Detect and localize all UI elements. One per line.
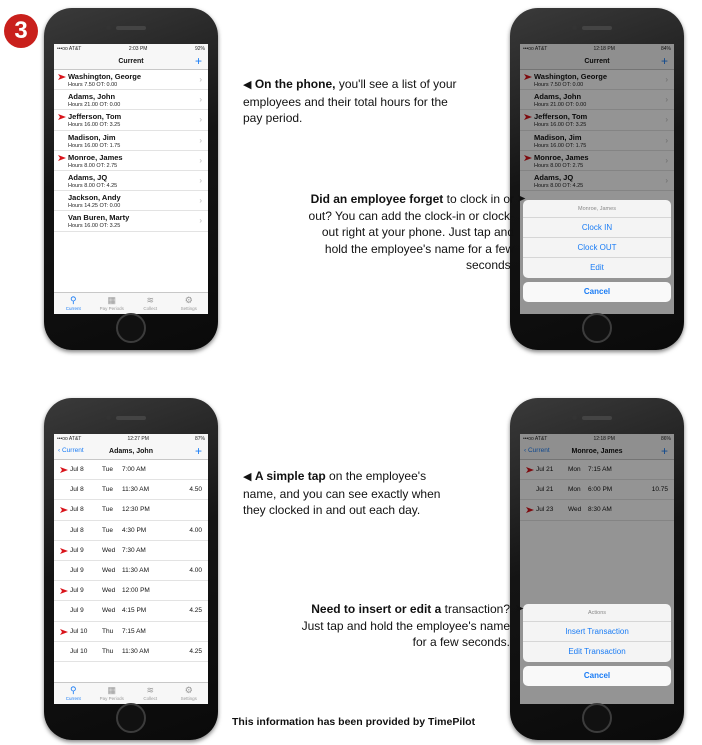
employee-name: Adams, JQ [534,172,574,182]
home-button[interactable] [116,703,146,733]
employee-hours: Hours 8.00 OT: 4.25 [68,182,118,189]
transaction-time: 11:30 AM [122,486,149,494]
transaction-time: 12:00 PM [122,587,150,595]
person-clock-icon: ⚲ [69,295,77,305]
employee-name: Washington, George [534,72,608,81]
flag-arrow-icon [60,467,68,473]
employee-name: Jefferson, Tom [68,112,122,122]
transaction-row[interactable] [54,601,208,621]
transaction-time: 4:30 PM [122,526,147,534]
transaction-time: 12:30 PM [122,506,150,514]
transaction-time: 11:30 AM [122,647,149,655]
phone-camera [572,25,577,30]
phone-transactions [44,398,218,740]
employee-row[interactable] [54,70,208,90]
caption-simple-tap [243,468,458,519]
phone-camera [572,415,577,420]
transaction-weekday: Wed [102,566,116,574]
battery-label: 87% [194,435,205,442]
transaction-weekday: Wed [102,546,116,554]
transaction-date: Jul 8 [70,486,84,494]
status-bar [54,44,208,53]
step-badge: 3 [4,14,38,48]
action-sheet-title: Monroe, James [523,200,671,218]
edit-button[interactable]: Edit [590,263,604,272]
chevron-right-icon: › [665,115,668,125]
clock-out-button[interactable]: Clock OUT [523,238,671,258]
person-clock-icon: ⚲ [69,685,77,695]
chevron-right-icon: › [665,135,668,145]
employee-name: Van Buren, Marty [68,213,130,223]
transaction-row[interactable] [54,521,208,541]
clock-in-button[interactable]: Clock IN [523,218,671,238]
arrow-right-icon: ➤ [516,193,526,205]
tab-settings[interactable] [170,683,209,704]
flag-arrow-icon [58,114,66,120]
status-bar [54,434,208,443]
chevron-right-icon: › [665,95,668,105]
tab-label: Current [65,306,81,311]
transaction-list [54,460,208,662]
transaction-time: 7:15 AM [588,466,612,473]
transaction-date: Jul 9 [70,566,84,574]
arrow-left-icon: ◀ [243,471,252,483]
edit-transaction-button[interactable]: Edit Transaction [568,647,626,656]
battery-label: 86% [660,435,671,442]
transaction-weekday: Tue [102,466,113,473]
chevron-right-icon: › [665,75,668,84]
employee-hours: Hours 21.00 OT: 0.00 [534,102,587,109]
calendar-icon: ▦ [107,685,116,695]
credit-footer: This information has been provided by TimePilot [232,716,476,728]
employee-name: Madison, Jim [68,132,116,142]
phone-screen [520,44,674,314]
nav-title: Adams, John [109,447,153,455]
phone-screen [54,44,208,314]
add-button[interactable]: + [660,54,668,68]
transaction-date: Jul 10 [70,647,88,655]
phone-camera [106,415,111,420]
back-button[interactable]: ‹ Current [524,447,550,454]
transaction-time: 11:30 AM [122,566,149,574]
arrow-left-icon: ◀ [243,79,252,91]
employee-hours: Hours 16.00 OT: 3.25 [68,122,121,129]
employee-name: Jefferson, Tom [534,112,588,122]
employee-row[interactable] [54,211,208,231]
employee-name: Adams, JQ [68,172,108,182]
transaction-weekday: Wed [568,506,582,514]
chevron-right-icon: › [199,75,202,84]
insert-transaction-button[interactable]: Insert Transaction [523,622,671,642]
employee-name: Washington, George [68,72,142,81]
back-label: Current [527,447,550,454]
employee-row[interactable] [54,131,208,151]
caption-text: transaction? Just tap and hold the employee's name for a few seconds. [301,602,510,649]
calendar-icon: ▦ [107,295,116,305]
transaction-row[interactable] [54,460,208,480]
wifi-icon: ≋ [146,685,155,695]
tab-pay-periods[interactable] [93,293,132,314]
employee-hours: Hours 8.00 OT: 2.75 [534,162,584,169]
gear-icon: ⚙ [184,295,193,305]
phone-transaction-actions [510,398,684,740]
transaction-row[interactable] [54,642,208,662]
home-button[interactable] [582,313,612,343]
phone-speaker [582,26,612,30]
tab-label: Pay Periods [99,306,124,311]
clock-label: 12:27 PM [127,435,149,442]
gear-icon: ⚙ [184,685,193,695]
chevron-right-icon: › [199,216,202,226]
employee-name: Jackson, Andy [68,193,121,203]
phone-employee-list [44,8,218,350]
cancel-button[interactable]: Cancel [523,282,671,302]
back-button[interactable]: ‹ Current [58,447,84,454]
chevron-right-icon: › [199,196,202,206]
phone-screen [54,434,208,704]
action-sheet [523,604,671,686]
transaction-time: 7:30 AM [122,546,146,554]
flag-arrow-icon [58,155,66,161]
transaction-weekday: Tue [102,506,113,514]
action-sheet [523,200,671,302]
chevron-right-icon: › [199,95,202,105]
employee-hours: Hours 7.50 OT: 0.00 [68,82,118,88]
wifi-icon: ≋ [146,295,155,305]
caption-insert-edit [296,601,524,651]
flag-arrow-icon [60,548,68,554]
transaction-date: Jul 21 [536,486,554,494]
transaction-weekday: Wed [102,587,116,595]
tab-label: Pay Periods [99,696,124,701]
employee-hours: Hours 8.00 OT: 4.25 [534,182,584,189]
battery-label: 92% [194,45,205,52]
home-button[interactable] [582,703,612,733]
nav-title: Current [584,57,610,65]
transaction-hours: 4.00 [189,566,202,574]
transaction-row[interactable] [54,541,208,561]
chevron-right-icon: › [199,115,202,125]
arrow-right-icon: ➤ [514,603,524,615]
employee-hours: Hours 21.00 OT: 0.00 [68,102,121,109]
transaction-weekday: Tue [102,526,113,534]
tab-label: Current [65,696,81,701]
caption-bold: Need to insert or edit a [311,602,442,616]
caption-text: on the employee's name, and you can see exactly when they clocked in and out each day. [243,469,441,517]
transaction-time: 7:15 AM [122,627,146,635]
transaction-date: Jul 10 [70,627,88,635]
tab-label: Collect [143,306,158,311]
transaction-hours: 4.25 [189,607,202,615]
add-button[interactable]: + [660,444,668,458]
transaction-row[interactable] [54,581,208,601]
transaction-row[interactable] [54,480,208,500]
cancel-button[interactable]: Cancel [523,666,671,686]
back-label: Current [61,447,84,454]
employee-hours: Hours 7.50 OT: 0.00 [534,82,584,88]
clock-label: 2:03 PM [128,45,148,52]
flag-arrow-icon [60,507,68,513]
caption-phone-list [243,76,458,127]
flag-arrow-icon [60,588,68,594]
action-sheet-group [523,604,671,662]
employee-name: Adams, John [68,92,116,102]
transaction-date: Jul 8 [70,506,84,514]
tab-collect[interactable] [131,293,170,314]
transaction-weekday: Thu [102,647,114,655]
employee-row[interactable] [54,110,208,130]
tab-label: Settings [180,306,197,311]
phone-speaker [116,416,146,420]
transaction-hours: 4.50 [189,486,202,494]
employee-row[interactable] [54,191,208,211]
transaction-time: 4:15 PM [122,607,147,615]
phone-camera [106,25,111,30]
tab-collect[interactable] [131,683,170,704]
phone-screen [520,434,674,704]
carrier-label: •••oo AT&T [523,45,548,52]
transaction-date: Jul 8 [70,466,84,473]
phone-employee-actions [510,8,684,350]
employee-hours: Hours 16.00 OT: 1.75 [68,142,121,149]
employee-hours: Hours 16.00 OT: 1.75 [534,142,587,149]
chevron-right-icon: › [199,175,202,185]
employee-hours: Hours 16.00 OT: 3.25 [534,122,587,129]
transaction-hours: 4.25 [189,647,202,655]
nav-title: Monroe, James [571,447,623,455]
caption-text: to clock in or out? You can add the clock-in or clock-out right at your phone. Just tap and hold the employee's name for a few seconds. [308,192,514,272]
flag-arrow-icon [58,74,66,80]
add-button[interactable]: + [194,444,202,458]
carrier-label: •••oo AT&T [523,435,548,442]
tab-bar [54,682,208,704]
transaction-row[interactable] [54,622,208,642]
add-button[interactable]: + [194,54,202,68]
employee-name: Monroe, James [534,152,589,162]
transaction-row[interactable] [54,500,208,520]
home-button[interactable] [116,313,146,343]
transaction-time: 7:00 AM [122,466,146,473]
transaction-date: Jul 9 [70,587,84,595]
employee-name: Monroe, James [68,152,123,162]
transaction-time: 8:30 AM [588,506,612,514]
transaction-weekday: Tue [102,486,113,494]
chevron-right-icon: › [665,155,668,165]
employee-name: Adams, John [534,92,582,102]
transaction-date: Jul 9 [70,546,84,554]
flag-arrow-icon [60,629,68,635]
carrier-label: •••oo AT&T [57,435,82,442]
nav-title: Current [118,57,144,65]
transaction-date: Jul 21 [536,466,554,473]
employee-row[interactable] [54,90,208,110]
clock-label: 12:18 PM [593,45,615,52]
clock-label: 12:18 PM [593,435,615,442]
employee-row[interactable] [54,151,208,171]
transaction-hours: 10.75 [651,486,668,494]
phone-speaker [582,416,612,420]
tab-bar [54,292,208,314]
employee-hours: Hours 8.00 OT: 2.75 [68,162,118,169]
caption-text: you'll see a list of your employees and their total hours for the pay period. [243,77,457,125]
nav-bar [54,443,208,460]
nav-bar [54,53,208,70]
carrier-label: •••oo AT&T [57,45,82,52]
transaction-hours: 4.00 [189,526,202,534]
chevron-right-icon: › [199,135,202,145]
tab-label: Collect [143,696,158,701]
tab-settings[interactable] [170,293,209,314]
transaction-row[interactable] [54,561,208,581]
tab-current[interactable] [54,683,93,704]
employee-list [54,70,208,232]
tab-pay-periods[interactable] [93,683,132,704]
transaction-date: Jul 8 [70,526,84,534]
caption-forgot-clock [296,191,526,274]
transaction-weekday: Mon [568,486,581,494]
chevron-right-icon: › [665,175,668,185]
transaction-weekday: Thu [102,627,114,635]
employee-name: Madison, Jim [534,132,582,142]
transaction-date: Jul 23 [536,506,554,514]
chevron-right-icon: › [199,155,202,165]
transaction-date: Jul 9 [70,607,84,615]
transaction-time: 6:00 PM [588,486,613,494]
caption-bold: On the phone, [254,77,336,91]
transaction-weekday: Wed [102,607,116,615]
battery-label: 84% [660,45,671,52]
transaction-weekday: Mon [568,466,581,473]
action-sheet-title: Actions [523,604,671,622]
tab-current[interactable] [54,293,93,314]
caption-bold: Did an employee forget [310,192,444,206]
phone-speaker [116,26,146,30]
employee-row[interactable] [54,171,208,191]
action-sheet-group [523,200,671,278]
employee-hours: Hours 14.25 OT: 0.00 [68,203,121,210]
caption-bold: A simple tap [254,469,326,483]
employee-hours: Hours 16.00 OT: 3.25 [68,223,121,230]
tab-label: Settings [180,696,197,701]
